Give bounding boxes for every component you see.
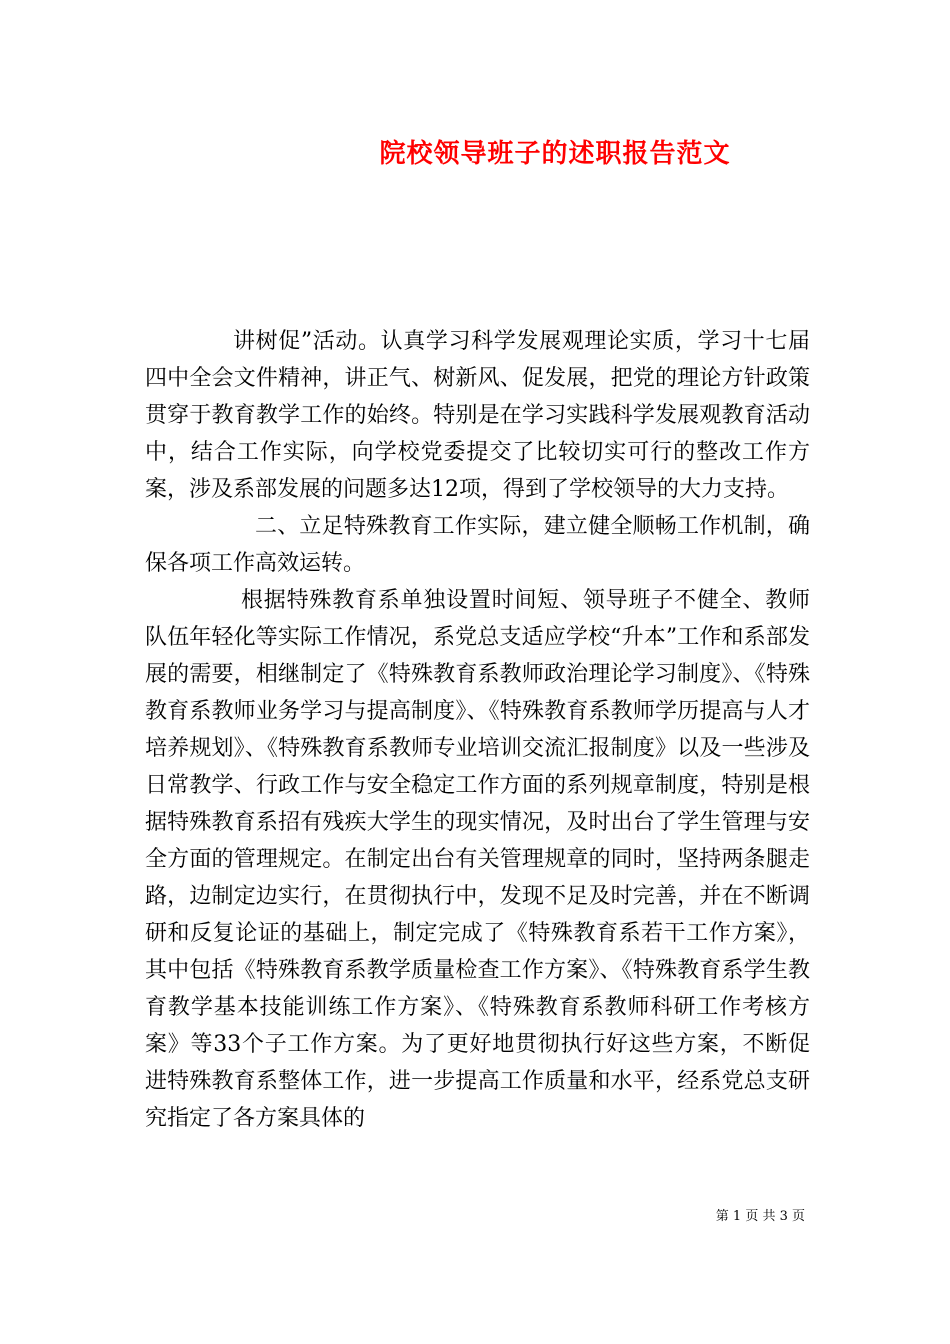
- document-title: 院校领导班子的述职报告范文: [379, 139, 731, 169]
- paragraph-1: 讲树促”活动。认真学习科学发展观理论实质，学习十七届四中全会文件精神，讲正气、树新风、促发展，把党的理论方针政策贯穿于教育教学工作的始终。特别是在学习实践科学发展观教育活动中，结合工作实际，向学校党委提交了比较切实可行的整改工作方案，涉及系部发展的问题多达12项，得到了学校领导的大力支持。: [145, 329, 810, 502]
- paragraph-3: 根据特殊教育系单独设置时间短、领导班子不健全、教师队伍年轻化等实际工作情况，系党总支适应学校“升本”工作和系部发展的需要，相继制定了《特殊教育系教师政治理论学习制度》、《特殊教育系教师业务学习与提高制度》、《特殊教育系教师学历提高与人才培养规划》、《特殊教育系教师专业培训交流汇报制度》以及一些涉及日常教学、行政工作与安全稳定工作方面的系列规章制度，特别是根据特殊教育系招有残疾大学生的现实情况，及时出台了学生管理与安全方面的管理规定。在制定出台有关管理规章的同时，坚持两条腿走路，边制定边实行，在贯彻执行中，发现不足及时完善，并在不断调研和反复论证的基础上，制定完成了《特殊教育系若干工作方案》，其中包括《特殊教育系教学质量检查工作方案》、《特殊教育系学生教育教学基本技能训练工作方案》、《特殊教育系教师科研工作考核方案》等33个子工作方案。为了更好地贯彻执行好这些方案，不断促进特殊教育系整体工作，进一步提高工作质量和水平，经系党总支研究指定了各方案具体的: [145, 588, 810, 1131]
- page-number-footer: 第 1 页 共 3 页: [715, 1209, 805, 1224]
- paragraph-2: 二、立足特殊教育工作实际，建立健全顺畅工作机制，确保各项工作高效运转。: [145, 514, 810, 576]
- document-body: [145, 323, 810, 1137]
